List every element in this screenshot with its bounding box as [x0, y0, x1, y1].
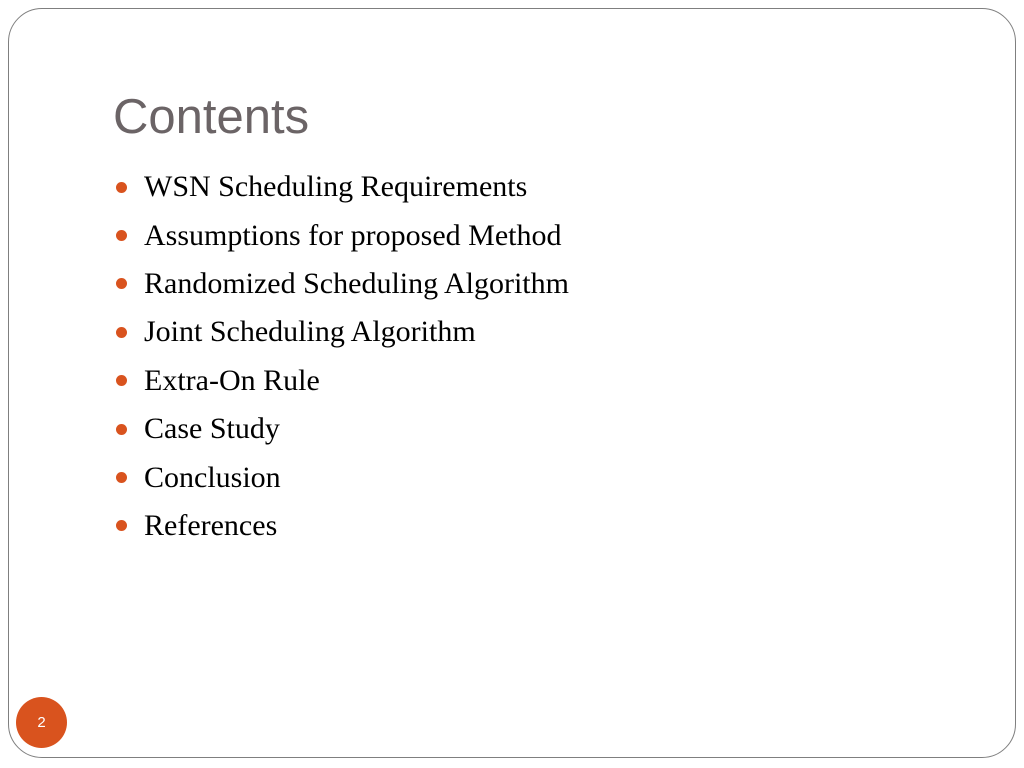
bullet-text: Case Study: [144, 412, 280, 446]
bullet-dot-icon: [116, 278, 127, 289]
bullet-text: Conclusion: [144, 460, 281, 494]
list-item: [113, 308, 569, 356]
page-number-badge: [16, 697, 67, 748]
list-item: [113, 357, 569, 405]
bullet-list: [113, 163, 569, 550]
bullet-dot-icon: [116, 375, 127, 386]
slide-title: Contents: [113, 90, 310, 144]
bullet-text: References: [144, 508, 278, 542]
list-item: [113, 260, 569, 308]
bullet-text: WSN Scheduling Requirements: [144, 170, 528, 204]
bullet-text: Extra-On Rule: [144, 363, 320, 397]
bullet-text: Randomized Scheduling Algorithm: [144, 266, 569, 300]
list-item: [113, 211, 569, 259]
list-item: [113, 453, 569, 501]
bullet-dot-icon: [116, 472, 127, 483]
list-item: [113, 405, 569, 453]
bullet-dot-icon: [116, 182, 127, 193]
bullet-dot-icon: [116, 230, 127, 241]
bullet-dot-icon: [116, 424, 127, 435]
list-item: [113, 163, 569, 211]
bullet-text: Joint Scheduling Algorithm: [144, 315, 476, 349]
list-item: [113, 502, 569, 550]
bullet-dot-icon: [116, 520, 127, 531]
bullet-text: Assumptions for proposed Method: [144, 218, 562, 252]
bullet-dot-icon: [116, 327, 127, 338]
page-number: 2: [37, 714, 46, 731]
